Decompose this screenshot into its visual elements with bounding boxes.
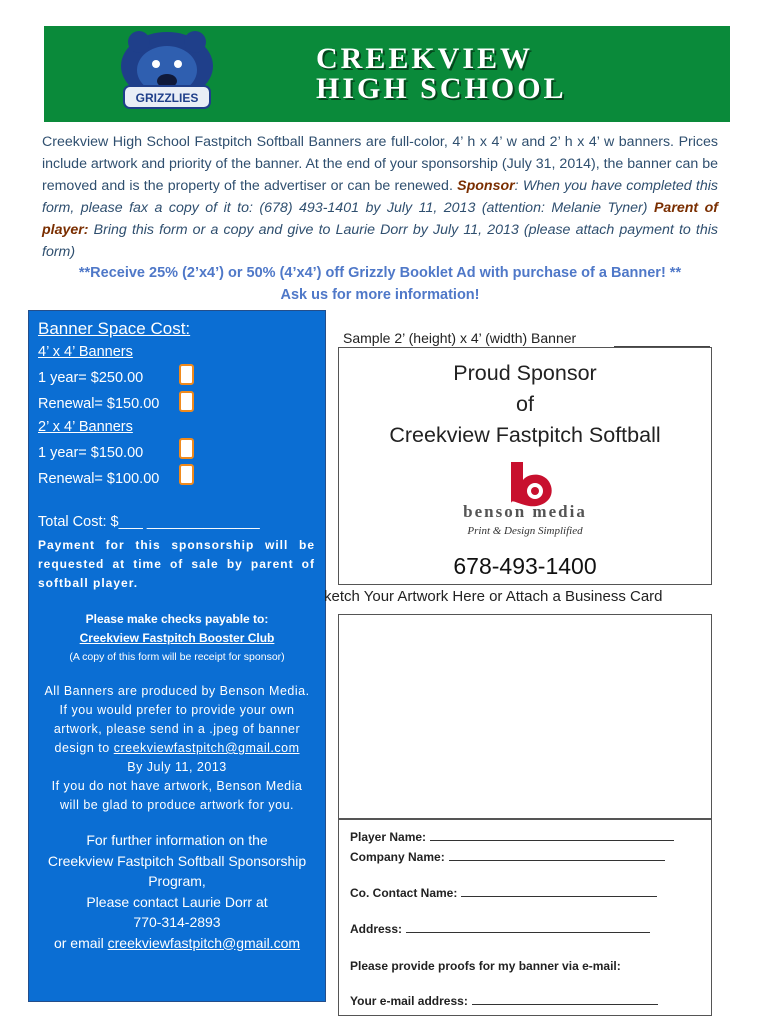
sample-banner bbox=[338, 347, 712, 585]
contact-name-label: Co. Contact Name: bbox=[350, 886, 458, 900]
artwork-email-link[interactable]: creekviewfastpitch@gmail.com bbox=[113, 741, 300, 755]
school-name-line1: CREEKVIEW bbox=[316, 42, 534, 75]
promo-more-info: Ask us for more information! bbox=[280, 287, 480, 303]
booster-club-payee: Creekview Fastpitch Booster Club bbox=[79, 631, 275, 645]
benson-media-name: benson media bbox=[463, 502, 587, 521]
checkbox-2x4-renewal[interactable] bbox=[179, 464, 194, 485]
parent-label: Parent of player: bbox=[42, 200, 718, 238]
contact-phone: 770-314-2893 bbox=[133, 914, 221, 930]
checkbox-4x4-renewal[interactable] bbox=[179, 391, 194, 412]
contact-line: Program, bbox=[148, 873, 206, 889]
production-line: design to bbox=[54, 741, 114, 755]
artwork-sketch-area[interactable] bbox=[338, 614, 712, 820]
school-name-line2: HIGH SCHOOL bbox=[316, 72, 567, 105]
proofs-request: Please provide proofs for my banner via e-mail: bbox=[350, 959, 621, 973]
checkbox-4x4-1year[interactable] bbox=[179, 364, 194, 385]
size-4x4-heading: 4’ x 4’ Banners bbox=[38, 344, 133, 360]
production-line: artwork, please send in a .jpeg of banner bbox=[53, 722, 301, 736]
player-name-row bbox=[350, 829, 674, 844]
contact-line: Please contact Laurie Dorr at bbox=[86, 893, 268, 910]
contact-line: For further information on the bbox=[86, 832, 268, 848]
email-row bbox=[350, 993, 658, 1008]
sponsor-info-form bbox=[338, 818, 712, 1016]
banner-cost-title: Banner Space Cost: bbox=[38, 319, 191, 338]
sample-line-proud: Proud Sponsor bbox=[453, 361, 597, 385]
company-name-label: Company Name: bbox=[350, 850, 445, 864]
contact-name-field[interactable] bbox=[461, 885, 657, 897]
address-row bbox=[350, 921, 650, 936]
pricing-info-panel bbox=[28, 310, 326, 1002]
receipt-note: (A copy of this form will be receipt for sponsor) bbox=[69, 651, 285, 663]
size-2x4-heading: 2’ x 4’ Banners bbox=[38, 419, 133, 435]
total-cost-field[interactable]: Total Cost: $___ ______________ bbox=[38, 514, 260, 530]
price-4x4-renewal: Renewal= $150.00 bbox=[38, 396, 160, 412]
benson-media-tagline: Print & Design Simplified bbox=[467, 525, 583, 537]
production-info bbox=[29, 682, 325, 815]
promo-line: **Receive 25% (2’x4’) or 50% (4’x4’) off Grizzly Booklet Ad with purchase of a Banner! ** bbox=[78, 265, 682, 281]
production-line: All Banners are produced by Benson Media. bbox=[44, 684, 310, 698]
company-name-field[interactable] bbox=[449, 849, 665, 861]
email-label: Your e-mail address: bbox=[350, 994, 468, 1008]
price-2x4-renewal: Renewal= $100.00 bbox=[38, 471, 160, 487]
benson-media-logo-icon bbox=[497, 458, 561, 508]
address-label: Address: bbox=[350, 922, 403, 936]
intro-paragraph bbox=[42, 131, 718, 263]
company-name-row bbox=[350, 849, 665, 864]
contact-line: or email bbox=[53, 934, 108, 951]
price-2x4-1year: 1 year= $150.00 bbox=[38, 445, 144, 461]
sponsor-label: Sponsor bbox=[457, 178, 515, 194]
player-name-label: Player Name: bbox=[350, 830, 427, 844]
intro-text: Creekview High School Fastpitch Softball Banners are full-color, 4’ h x 4’ w and 2’ h x 4’ w banners. Prices include artwork and priority of the banner. At the end of your sponsorship (July 31, 2014), the banner can be removed and is the property of the advertiser or can be renewed. bbox=[42, 134, 718, 194]
sample-line-team: Creekview Fastpitch Softball bbox=[389, 423, 661, 447]
sample-banner-text bbox=[339, 358, 711, 451]
checks-payable-label: Please make checks payable to: bbox=[85, 612, 269, 626]
grizzly-logo bbox=[104, 26, 230, 122]
artwork-deadline: By July 11, 2013 bbox=[127, 760, 227, 774]
promo-offer bbox=[42, 262, 718, 306]
sample-phone: 678-493-1400 bbox=[453, 553, 597, 579]
checkbox-2x4-1year[interactable] bbox=[179, 438, 194, 459]
sponsor-instructions: : When you have completed this form, please fax a copy of it to: (678) 493-1401 by July 11, 2013 (attention: Melanie Tyner) bbox=[42, 178, 718, 216]
production-line: If you do not have artwork, Benson Media bbox=[51, 779, 303, 793]
contact-email-link[interactable]: creekviewfastpitch@gmail.com bbox=[107, 934, 301, 951]
production-line: If you would prefer to provide your own bbox=[59, 703, 295, 717]
sample-banner-label: Sample 2’ (height) x 4’ (width) Banner bbox=[343, 330, 577, 346]
address-field[interactable] bbox=[406, 921, 650, 933]
player-name-field[interactable] bbox=[430, 829, 674, 841]
production-line: will be glad to produce artwork for you. bbox=[60, 798, 294, 812]
sample-line-of: of bbox=[516, 392, 534, 416]
price-4x4-1year: 1 year= $250.00 bbox=[38, 370, 144, 386]
school-header-banner bbox=[44, 26, 730, 122]
email-field[interactable] bbox=[472, 993, 658, 1005]
contact-line: Creekview Fastpitch Softball Sponsorship bbox=[47, 852, 307, 869]
parent-instructions: Bring this form or a copy and give to Laurie Dorr by July 11, 2013 (please attach payment to this form) bbox=[42, 222, 718, 260]
svg-text:GRIZZLIES: GRIZZLIES bbox=[135, 91, 199, 105]
artwork-label: ketch Your Artwork Here or Attach a Business Card bbox=[324, 588, 663, 605]
contact-info bbox=[29, 830, 325, 953]
payment-note: Payment for this sponsorship will be requested at time of sale by parent of softball player. bbox=[38, 538, 315, 590]
contact-name-row bbox=[350, 885, 657, 900]
checks-payable bbox=[29, 610, 325, 667]
school-name bbox=[316, 44, 567, 104]
